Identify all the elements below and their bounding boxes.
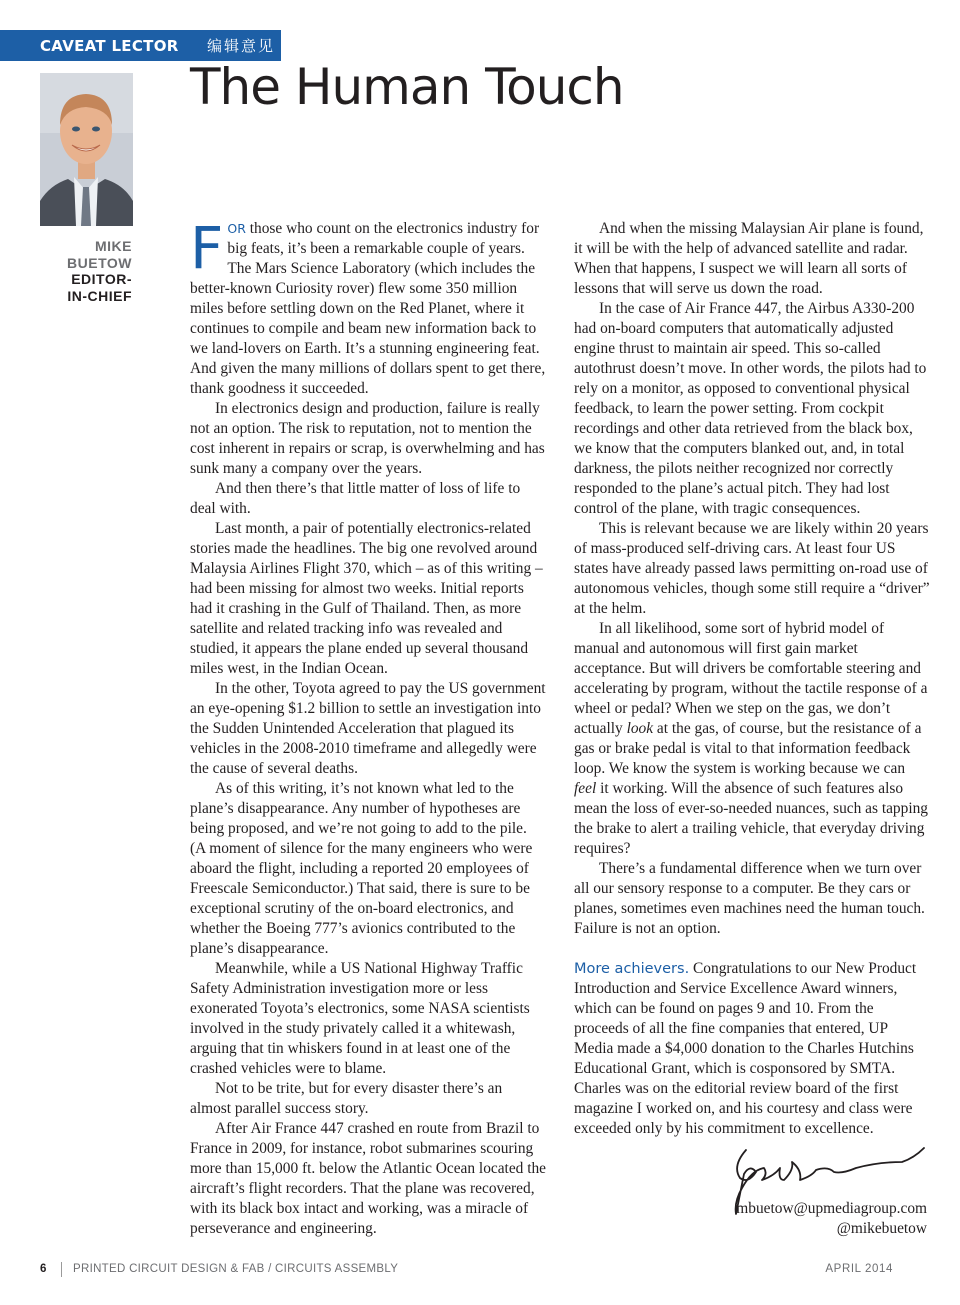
section-label-chinese: 编辑意见 [207, 37, 276, 55]
section-banner [0, 30, 281, 61]
paragraph-text: at the gas, of course, but the resistance of a gas or brake pedal is vital to that information feedback loop. We know the system is working because we can [574, 720, 922, 777]
footer-divider [61, 1262, 62, 1277]
article-paragraph [574, 959, 930, 1139]
author-portrait-icon [40, 73, 133, 226]
article-column-1 [190, 214, 547, 1239]
article-paragraph [574, 619, 930, 859]
article-paragraph: Meanwhile, while a US National Highway Traffic Safety Administration investigation more or less exonerated Toyota’s electronics, some NASA scientists involved in the study privately called it a whitewash, arguing that tin whiskers found in at least one of the crashed vehicles were to blame. [190, 960, 530, 1077]
article-paragraph: As of this writing, it’s not known what led to the plane’s disappearance. Any number of hypotheses are being proposed, and we’re not going to add to the pile. (A moment of silence for the many engineers who were aboard the flight, including a reported 20 employees of Freescale Semiconductor.) That said, there is sure to be exceptional scrutiny of the on-board electronics, and whether the Boeing 777’s avionics contributed to the plane’s disappearance. [190, 780, 533, 957]
emphasis-look: look [626, 720, 654, 737]
publication-name: PRINTED CIRCUIT DESIGN & FAB / CIRCUITS ASSEMBLY [73, 1263, 399, 1275]
page-number: 6 [40, 1263, 47, 1275]
article-paragraph: In electronics design and production, failure is really not an option. The risk to reputation, not to mention the cost inherent in repairs or scrap, is overwhelming and has sunk many a company over the years. [190, 400, 545, 477]
emphasis-feel: feel [574, 780, 597, 797]
article-paragraph: And when the missing Malaysian Air plane is found, it will be with the help of advanced satellite and radar. When that happens, I suspect we will learn all sorts of lessons that will serve us down the road. [574, 220, 924, 297]
article-paragraph [190, 214, 546, 399]
paragraph-text: Congratulations to our New Product Introduction and Service Excellence Award winners, which can be found on pages 9 and 10. From the proceeds of all the fine companies that entered, UP Media made a $4,000 donation to the Charles Hutchins Educational Grant, which is cosponsored by SMTA. Charles was on the editorial review board of the first magazine I worked on, and his courtesy and class were exceeded only by his commitment to excellence. [574, 960, 917, 1137]
author-last-name: BUETOW [67, 254, 132, 271]
lead-in-caps: OR [227, 221, 246, 236]
contact-info [736, 1199, 927, 1239]
author-role-line-1: EDITOR- [71, 271, 132, 287]
article-paragraph: And then there’s that little matter of loss of life to deal with. [190, 480, 521, 517]
article-column-2 [574, 219, 930, 1139]
author-byline [40, 238, 132, 304]
article-paragraph: Last month, a pair of potentially electronics-related stories made the headlines. The big one revolved around Malaysia Airlines Flight 370, which – as of this writing – had been missing for almost two weeks. Initial reports had it crashing in the Gulf of Thailand. Then, as more satellite and related tracking info was revealed and studied, it appears the plane ended up several thousand miles west, in the Indian Ocean. [190, 520, 543, 677]
run-in-heading: More achievers. [574, 961, 690, 977]
issue-date: APRIL 2014 [825, 1263, 893, 1275]
author-photo [40, 73, 133, 226]
author-first-name: MIKE [95, 238, 132, 254]
section-label: CAVEAT LECTOR [40, 37, 179, 55]
article-paragraph: This is relevant because we are likely within 20 years of mass-produced self-driving cars. At least four US states have already passed laws permitting on-road use of autonomous vehicles, though some still require a “driver” at the helm. [574, 520, 930, 617]
paragraph-text: it working. Will the absence of such features also mean the loss of ever-so-needed nuances, such as tapping the brake to alert a trailing vehicle, that everyday driving requires? [574, 780, 928, 857]
author-role-line-2: IN-CHIEF [67, 287, 132, 304]
article-paragraph: In the case of Air France 447, the Airbus A330-200 had on-board computers that automatically adjusted engine thrust to maintain air speed. This so-called autothrust doesn’t move. In other words, the pilots had to rely on a monitor, as opposed to conventional physical feedback, to learn the power setting. From cockpit recordings and other data retrieved from the black box, we know that the computers blanked out, and, in total darkness, the pilots neither recognized nor correctly responded to the plane’s actual pitch. They had lost control of the plane, with tragic consequences. [574, 300, 927, 517]
email-link[interactable]: mbuetow@upmediagroup.com [736, 1200, 927, 1217]
page-title: The Human Touch [190, 58, 624, 116]
paragraph-text: In all likelihood, some sort of hybrid model of manual and autonomous will first gain market acceptance. But will drivers be comfortable steering and accelerating by program, without the tactile response of a wheel or pedal? When we step on the gas, we don’t actually [574, 620, 928, 737]
article-paragraph: After Air France 447 crashed en route from Brazil to France in 2009, for instance, robot submarines scouring more than 15,000 ft. below the Atlantic Ocean located the aircraft’s flight recorders. That the plane was recovered, with its black box intact and working, was a miracle of perseverance and engineering. [190, 1120, 547, 1237]
article-paragraph: There’s a fundamental difference when we turn over all our sensory response to a computer. Be they cars or planes, sometimes even machines need the human touch. Failure is not an option. [574, 860, 925, 937]
paragraph-text: those who count on the electronics industry for big feats, it’s been a remarkable couple of years. The Mars Science Laboratory (which includes the better-known Curiosity rover) flew some 350 million miles before settling down on the Red Planet, where it continues to compile and beam new information back to we land-lovers on Earth. It’s a stunning engineering feat. And given the many millions of dollars spent to get there, thank goodness it succeeded. [190, 220, 546, 397]
drop-cap: F [190, 214, 224, 282]
article-paragraph: In the other, Toyota agreed to pay the US government an eye-opening $1.2 billion to settle an investigation into the Sudden Unintended Acceleration that plagued its vehicles in the 2008-2010 timeframe and allegedly were the cause of several deaths. [190, 680, 546, 777]
twitter-handle[interactable]: @mikebuetow [836, 1220, 927, 1237]
article-paragraph: Not to be trite, but for every disaster there’s an almost parallel success story. [190, 1080, 503, 1117]
